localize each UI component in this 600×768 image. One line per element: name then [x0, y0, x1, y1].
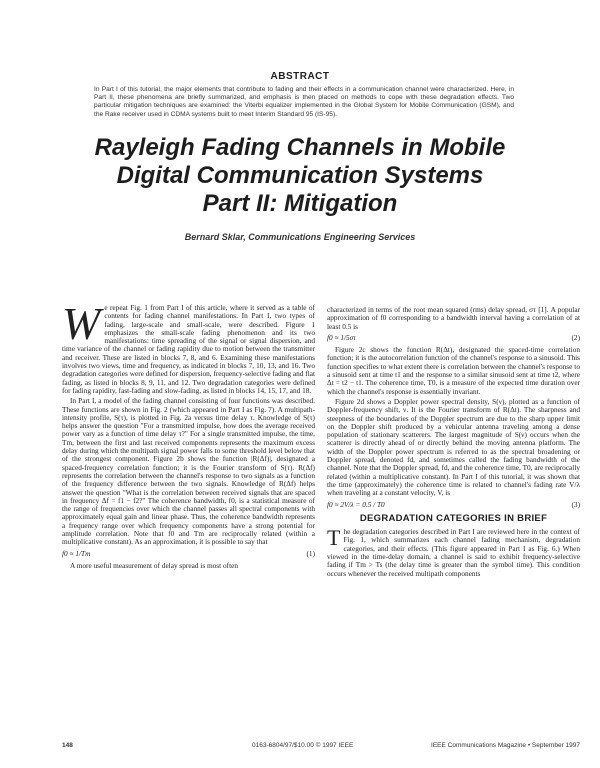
drop-cap-t: T — [327, 525, 341, 551]
right-paragraph-2: Figure 2c shows the function R(Δt), designated the spaced-time correlation function; it is the autocorrelation function of the channel's response to a sinusoid. This function specifies to what extent there is correlation between the channel's response to a sinusoid sent at time t1 and the response to a similar sinusoid sent at time t2, where Δt = t2 − t1. The coherence time, T0, is a measure of the expected time duration over which the channel's response is essentially invariant. — [327, 345, 580, 396]
equation-3-number: (3) — [571, 499, 580, 509]
equation-3 — [327, 501, 580, 509]
footer-copyright: 0163-6804/97/$10.00 © 1997 IEEE — [252, 742, 354, 749]
page-footer — [62, 742, 580, 756]
abstract-heading: ABSTRACT — [270, 71, 330, 82]
equation-2-body: f0 ≈ 1/5στ — [327, 332, 356, 342]
equation-2 — [327, 334, 580, 342]
title-line-1: Rayleigh Fading Channels in Mobile — [94, 134, 506, 161]
title-line-2: Digital Communication Systems — [116, 162, 484, 189]
left-paragraph-1: e repeat Fig. 1 from Part I of this article, where it served as a table of contents for fading channel manifestations. In Part I, two types of fading, large-scale and small-scale, were described. Figure 1 emphasizes the small-scale fading phenomenon and its two manifestations: time spreading of the signal or signal dispersion, and time variance of the channel or fading rapidity due to motion between the transmitter and receiver. These are listed in blocks 7, 8, and 6. Examining these manifestations involves two views, time and frequency, as indicated in blocks 7, 10, 13, and 16. Two degradation categories were defined for dispersion, frequency-selective fading and flat fading, as listed in blocks 8, 9, 11, and 12. Two degradation categories were defined for fading rapidity, fast-fading and slow-fading, as listed in blocks 14, 15, 17, and 18. — [62, 303, 315, 395]
section-heading: DEGRADATION CATEGORIES IN BRIEF — [359, 512, 548, 524]
article-title — [0, 134, 600, 218]
drop-cap-w: W — [62, 298, 101, 349]
footer-journal: IEEE Communications Magazine • September 1997 — [431, 742, 580, 749]
right-column — [327, 306, 580, 580]
abstract-text: In Part I of this tutorial, the major elements that contribute to fading and their effects in a communication channel were characterized. Here, in Part II, these phenomena are briefly summarized, and emphasis is then placed on methods to cope with these degradation effects. Two particular mitigation techniques are examined: the Viterbi equalizer implemented in the Global System for Mobile Communication (GSM), and the Rake receiver used in CDMA systems built to meet Interim Standard 95 (IS-95). — [94, 86, 514, 118]
page-number: 148 — [62, 742, 73, 749]
title-line-3: Part II: Mitigation — [202, 190, 398, 217]
author-line: Bernard Sklar, Communications Engineering Services — [184, 232, 416, 242]
left-paragraph-2: In Part I, a model of the fading channel consisting of four functions was described. These functions are shown in Fig. 2 (which appeared in Part I as Fig. 7). A multipath-intensity profile, S(τ), is plotted in Fig. 2a versus time delay τ. Knowledge of S(τ) helps answer the question "For a transmitted impulse, how does the average received power vary as a function of time delay τ?" For a single transmitted impulse, the time, Tm, between the first and last received components represents the maximum excess delay during which the multipath signal power falls to some threshold level below that of the strongest component. Figure 2b shows the function |R(Δf)|, designated a spaced-frequency correlation function; it is the Fourier transform of S(τ). R(Δf) represents the correlation between the channel's response to two signals as a function of the frequency difference between the two signals. Knowledge of R(Δf) helps answer the question "What is the correlation between received signals that are spaced in frequency Δf = f1 − f2?" The coherence bandwidth, f0, is a statistical measure of the range of frequencies over which the channel passes all spectral components with approximately equal gain and linear phase. Thus, the coherence bandwidth represents a frequency range over which frequency components have a strong potential for amplitude correlation. Note that f0 and Tm are reciprocally related (within a multiplicative constant). As an approximation, it is possible to say that — [62, 396, 315, 547]
right-paragraph-4: he degradation categories described in Part I are reviewed here in the context of Fig. 1, which summarizes each channel fading mechanism, degradation categories, and their effects. (This figure appeared in Part I as Fig. 6.) When viewed in the time-delay domain, a channel is said to exhibit frequency-selective fading if Tm > Ts (the delay time is greater than the symbol time). This condition occurs whenever the received multipath components — [327, 527, 580, 578]
equation-1-body: f0 ≈ 1/Tm — [62, 548, 91, 558]
equation-3-body: f0 ≈ 2V/λ = 0.5 / T0 — [327, 499, 385, 509]
equation-1-number: (1) — [306, 548, 315, 558]
right-paragraph-3: Figure 2d shows a Doppler power spectral density, S(ν), plotted as a function of Doppler-frequency shift, ν. It is the Fourier transform of R(Δt). The sharpness and steepness of the boundaries of the Doppler spectrum are due to the sharp upper limit on the Doppler shift produced by a vehicular antenna traveling among a dense population of stationary scatterers. The largest magnitude of S(ν) occurs when the scatterer is directly ahead of or directly behind the moving antenna platform. The width of the Doppler power spectrum is referred to as the spectral broadening or Doppler spread, denoted fd, and sometimes called the fading bandwidth of the channel. Note that the Doppler spread, fd, and the coherence time, T0, are reciprocally related (within a multiplicative constant). In Part I of this tutorial, it was shown that the time (approximately) the coherence time is related to channel's fading rate V/λ when traveling at a constant velocity, V, is — [327, 396, 580, 498]
left-column — [62, 298, 315, 572]
right-paragraph-1: characterized in terms of the root mean squared (rms) delay spread, στ [1]. A popular approximation of f0 corresponding to a bandwidth interval having a correlation of at least 0.5 is — [327, 305, 580, 331]
equation-2-number: (2) — [571, 332, 580, 342]
equation-1 — [62, 550, 315, 558]
left-paragraph-3: A more useful measurement of delay spread is most often — [70, 560, 238, 570]
